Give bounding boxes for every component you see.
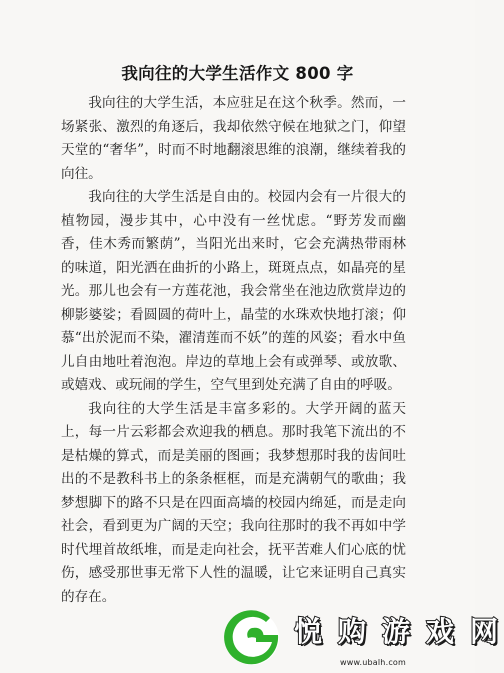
site-watermark [222,606,498,668]
watermark-char: 游 [381,615,410,648]
document-body [61,92,406,609]
watermark-char: 悦 [293,615,322,648]
paragraph-2: 我向往的大学生活是自由的。校园内会有一片很大的植物园，漫步其中，心中没有一丝忧虑。“野芳发而幽香，佳木秀而繁荫”，当阳光出来时，它会充满热带雨林的味道，阳光洒在曲折的小路上，斑斑点点，如晶亮的星光。那儿也会有一方莲花池，我会常坐在池边欣赏岸边的柳影婆娑；看圆圆的荷叶上，晶莹的水珠欢快地打滚；仰慕“出於泥而不染，濯清莲而不妖”的莲的风姿；看水中鱼儿自由地吐着泡泡。岸边的草地上会有或弹琴、或放歌、或嬉戏、或玩闹的学生，空气里到处充满了自由的呼吸。 [61,189,406,393]
paragraph-1: 我向往的大学生活，本应驻足在这个秋季。然而，一场紧张、激烈的角逐后，我却依然守候在地狱之门，仰望天堂的“奢华”，时而不时地翻滚思维的浪潮，继续着我的向往。 [61,95,406,182]
watermark-char: 网 [469,615,498,648]
watermark-url: www.ubalh.com [340,658,407,667]
watermark-char: 购 [337,615,366,648]
watermark-char: 戏 [425,615,454,648]
stylized-g-leaf-logo-icon [222,608,282,668]
paragraph-3: 我向往的大学生活是丰富多彩的。大学开阔的蓝天上，每一片云彩都会欢迎我的栖息。那时我笔下流出的不是枯燥的算式，而是美丽的图画；我梦想那时我的齿间吐出的不是教科书上的条条框框，而是充满朝气的歌曲；我梦想脚下的路不只是在四面高墙的校园内绵延，而是走向社会，看到更为广阔的天空；我向往那时的我不再如中学时代埋首故纸堆，而是走向社会，抚平苦难人们心底的忧伤，感受那世事无常下人性的温暖，让它来证明自己真实的存在。 [61,400,406,605]
watermark-text [288,610,504,650]
document-title: 我向往的大学生活作文 800 字 [121,64,354,83]
